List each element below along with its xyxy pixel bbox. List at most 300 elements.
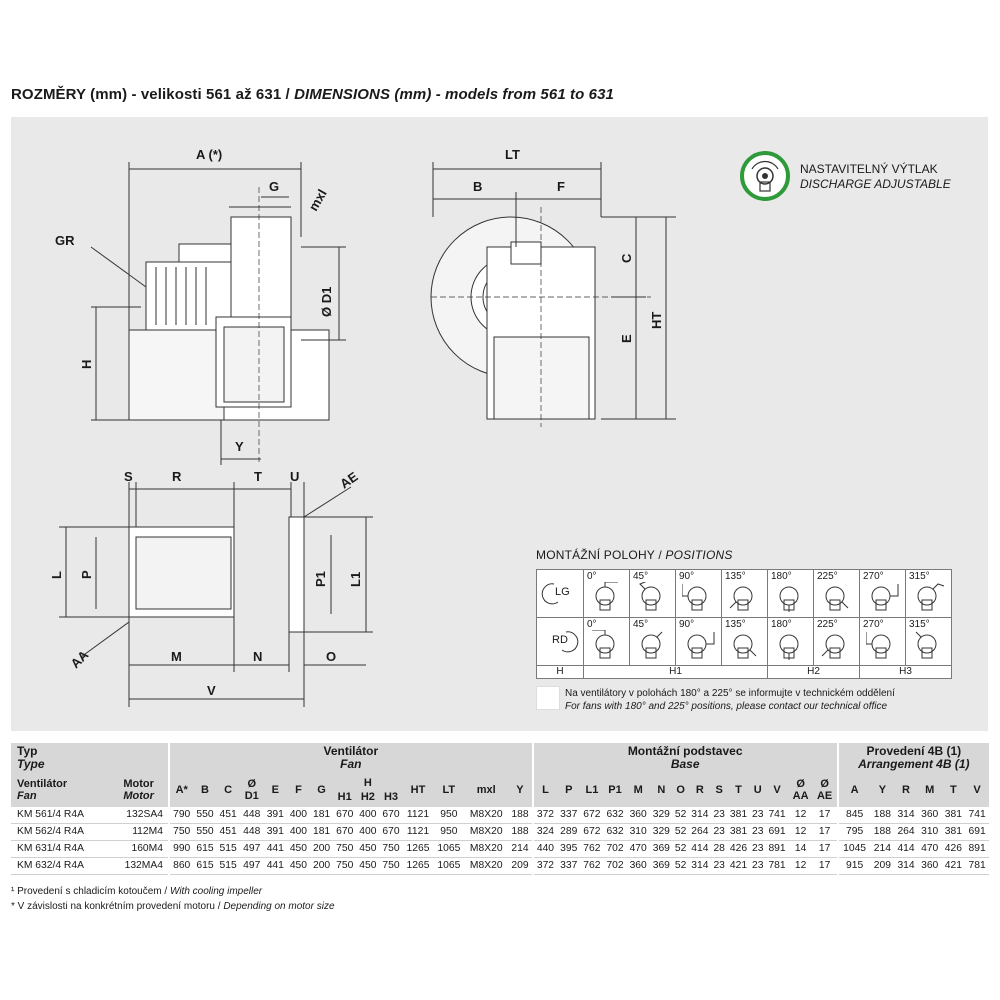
- cell-value: 181: [310, 824, 333, 841]
- cell-value: 314: [688, 858, 711, 875]
- cell-value: 448: [240, 824, 264, 841]
- group-fan-en: Fan: [340, 757, 362, 771]
- cell-value: 337: [557, 807, 580, 824]
- cell-value: 200: [310, 858, 333, 875]
- cell-value: 702: [603, 858, 626, 875]
- col-header: A*: [169, 773, 193, 807]
- angle-label: 90°: [679, 619, 695, 630]
- cell-motor: 132SA4: [109, 807, 169, 824]
- cell-value: 310: [627, 824, 650, 841]
- cell-value: 762: [580, 858, 603, 875]
- cell-value: 790: [169, 807, 193, 824]
- col-header: T: [942, 773, 966, 807]
- positions-note-en: For fans with 180° and 225° positions, please contact our technical office: [565, 701, 888, 712]
- cell-value: 915: [838, 858, 871, 875]
- cell-value: 450: [356, 858, 379, 875]
- label-S: S: [124, 469, 133, 484]
- cell-value: 451: [217, 807, 240, 824]
- cell-value: 360: [918, 807, 942, 824]
- cell-value: 400: [356, 824, 379, 841]
- cell-value: 550: [193, 824, 216, 841]
- cell-value: 470: [918, 841, 942, 858]
- pos-lg-0: [584, 570, 630, 618]
- cell-value: 23: [750, 858, 765, 875]
- cell-motor: 132MA4: [109, 858, 169, 875]
- cell-value: 264: [894, 824, 918, 841]
- cell-value: 672: [580, 824, 603, 841]
- cell-value: 497: [240, 841, 264, 858]
- angle-label: 90°: [679, 571, 695, 582]
- cell-value: 17: [813, 841, 838, 858]
- cell-value: 314: [894, 858, 918, 875]
- table-row: [11, 807, 989, 824]
- cell-value: 990: [169, 841, 193, 858]
- cell-value: 52: [673, 824, 688, 841]
- cell-value: 209: [871, 858, 895, 875]
- cell-value: 264: [688, 824, 711, 841]
- cell-value: 289: [557, 824, 580, 841]
- cell-value: 426: [942, 841, 966, 858]
- label-E: E: [619, 334, 634, 343]
- label-LT: LT: [505, 147, 520, 162]
- cell-value: 750: [333, 841, 356, 858]
- pos-rd-315: [906, 618, 952, 666]
- cell-value: 426: [727, 841, 750, 858]
- label-M: M: [171, 649, 182, 664]
- cell-value: 23: [711, 824, 726, 841]
- page-title: [11, 86, 614, 103]
- cell-value: 750: [379, 858, 402, 875]
- cell-value: 781: [765, 858, 788, 875]
- cell-value: 28: [711, 841, 726, 858]
- angle-label: 45°: [633, 619, 649, 630]
- badge-text-cz: NASTAVITELNÝ VÝTLAK: [800, 162, 938, 176]
- group-base-en: Base: [670, 757, 700, 771]
- fan-position-icon: [912, 582, 946, 614]
- col-h2: H2: [360, 791, 375, 803]
- pos-lg-225: [814, 570, 860, 618]
- cell-value: 400: [356, 807, 379, 824]
- table-row: [11, 824, 989, 841]
- col-header: S: [711, 773, 726, 807]
- cell-value: 1265: [403, 841, 434, 858]
- fan-position-icon: [636, 630, 670, 662]
- cell-value: 12: [789, 824, 813, 841]
- col-header: HT: [403, 773, 434, 807]
- pos-lg-135: [722, 570, 768, 618]
- angle-label: 135°: [725, 571, 746, 582]
- footer-h: H: [537, 666, 584, 679]
- cell-value: 441: [264, 841, 287, 858]
- col-header-h: [333, 773, 402, 807]
- cell-value: 860: [169, 858, 193, 875]
- col-header: F: [287, 773, 310, 807]
- base-side: [289, 517, 304, 632]
- col-header: U: [750, 773, 765, 807]
- cell-value: 369: [650, 858, 673, 875]
- label-A: A (*): [196, 147, 223, 162]
- cell-motor: 160M4: [109, 841, 169, 858]
- footer-h2: H2: [768, 666, 860, 679]
- group-type-en: Type: [17, 757, 45, 771]
- angle-label: 225°: [817, 619, 838, 630]
- cell-value: 670: [333, 807, 356, 824]
- cell-value: 670: [379, 807, 402, 824]
- col-header: M: [627, 773, 650, 807]
- cell-value: 448: [240, 807, 264, 824]
- label-P: P: [79, 570, 94, 579]
- footnote-1: [11, 884, 335, 899]
- col-header: mxl: [464, 773, 508, 807]
- cell-value: 691: [965, 824, 989, 841]
- fan-position-icon: [590, 582, 624, 614]
- footer-h3: H3: [860, 666, 952, 679]
- footnote-2-en: Depending on motor size: [223, 901, 335, 912]
- cell-value: 450: [287, 858, 310, 875]
- cell-value: 395: [557, 841, 580, 858]
- fan-position-icon: [866, 582, 900, 614]
- dimensions-table-body: [11, 807, 989, 875]
- cell-value: 400: [287, 824, 310, 841]
- angle-label: 0°: [587, 571, 597, 582]
- cell-value: 329: [650, 807, 673, 824]
- cell-value: 12: [789, 858, 813, 875]
- label-H: H: [79, 359, 94, 369]
- cell-value: 691: [765, 824, 788, 841]
- cell-value: 372: [533, 807, 557, 824]
- col-header: O: [673, 773, 688, 807]
- label-Y: Y: [235, 439, 244, 454]
- pos-rd-45: [630, 618, 676, 666]
- pos-rd-90: [676, 618, 722, 666]
- col-header: C: [217, 773, 240, 807]
- label-L1: L1: [348, 571, 363, 587]
- fan-position-icon: [636, 582, 670, 614]
- cell-value: 214: [508, 841, 532, 858]
- cell-value: 950: [433, 807, 464, 824]
- group-base: [533, 743, 838, 773]
- pos-lg-90: [676, 570, 722, 618]
- cell-value: 52: [673, 807, 688, 824]
- col-header: Ø AE: [813, 773, 838, 807]
- cell-value: 421: [727, 858, 750, 875]
- label-G: G: [269, 179, 280, 194]
- cell-value: 497: [240, 858, 264, 875]
- cell-value: 188: [508, 824, 532, 841]
- label-GR: GR: [55, 233, 75, 248]
- cell-value: 200: [310, 841, 333, 858]
- col-header: T: [727, 773, 750, 807]
- row-rd-text: RD: [552, 634, 568, 646]
- cell-value: 632: [603, 807, 626, 824]
- cell-value: 891: [765, 841, 788, 858]
- cell-value: 750: [169, 824, 193, 841]
- label-F: F: [557, 179, 565, 194]
- cell-value: 750: [379, 841, 402, 858]
- cell-value: 950: [433, 824, 464, 841]
- fan-position-icon: [728, 582, 762, 614]
- cell-value: 314: [894, 807, 918, 824]
- cell-value: 440: [533, 841, 557, 858]
- col-header: L1: [580, 773, 603, 807]
- badge-text-en: DISCHARGE ADJUSTABLE: [800, 177, 951, 191]
- note-box: [536, 686, 560, 710]
- cell-value: 23: [711, 807, 726, 824]
- col-motor-cz: Motor: [123, 778, 154, 790]
- cell-value: 1045: [838, 841, 871, 858]
- cell-value: 845: [838, 807, 871, 824]
- angle-label: 45°: [633, 571, 649, 582]
- positions-title-cz: MONTÁŽNÍ POLOHY /: [536, 548, 666, 562]
- cell-value: 209: [508, 858, 532, 875]
- group-arrangement-en: Arrangement 4B (1): [858, 757, 970, 771]
- cell-motor: 112M4: [109, 824, 169, 841]
- col-motor-en: Motor: [123, 790, 154, 802]
- label-O: O: [326, 649, 337, 664]
- cell-fan: KM 632/4 R4A: [11, 858, 109, 875]
- label-N: N: [253, 649, 263, 664]
- col-header: Ø AA: [789, 773, 813, 807]
- cell-fan: KM 561/4 R4A: [11, 807, 109, 824]
- table-row: [11, 858, 989, 875]
- cell-value: 1121: [403, 824, 434, 841]
- dimensions-table: [11, 743, 989, 875]
- cell-value: 23: [711, 858, 726, 875]
- cell-value: 14: [789, 841, 813, 858]
- cell-value: 381: [942, 807, 966, 824]
- col-header: V: [765, 773, 788, 807]
- positions-title-en: POSITIONS: [665, 548, 733, 562]
- cell-value: 360: [627, 807, 650, 824]
- cell-value: 515: [217, 841, 240, 858]
- label-L: L: [49, 571, 64, 579]
- pos-lg-315: [906, 570, 952, 618]
- pos-rd-180: [768, 618, 814, 666]
- title-cz: ROZMĚRY (mm) - velikosti 561 až 631 /: [11, 86, 295, 103]
- col-header: B: [193, 773, 216, 807]
- col-header: R: [894, 773, 918, 807]
- fan-position-icon: [866, 630, 900, 662]
- cell-value: 400: [287, 807, 310, 824]
- fan-position-icon: [774, 582, 808, 614]
- positions-title: [536, 548, 733, 562]
- label-C: C: [619, 253, 634, 263]
- pos-rd-0: [584, 618, 630, 666]
- cell-value: M8X20: [464, 858, 508, 875]
- fan-position-icon: [590, 630, 624, 662]
- cell-value: 470: [627, 841, 650, 858]
- cell-value: 188: [871, 824, 895, 841]
- col-fan-en: Fan: [17, 790, 37, 802]
- col-header: Y: [508, 773, 532, 807]
- table-row: [11, 841, 989, 858]
- fan-position-icon: [682, 630, 716, 662]
- cell-value: 1265: [403, 858, 434, 875]
- cell-value: 17: [813, 807, 838, 824]
- cell-value: 360: [918, 858, 942, 875]
- footnotes: [11, 884, 335, 914]
- cell-value: 23: [750, 824, 765, 841]
- fan-position-icon: [682, 582, 716, 614]
- fan-position-icon: [820, 582, 854, 614]
- label-D1: Ø D1: [319, 286, 334, 317]
- cell-value: 1065: [433, 841, 464, 858]
- cell-value: 17: [813, 824, 838, 841]
- cell-value: 450: [287, 841, 310, 858]
- cell-value: 391: [264, 824, 287, 841]
- angle-label: 135°: [725, 619, 746, 630]
- col-header: E: [264, 773, 287, 807]
- col-motor: [109, 773, 169, 807]
- positions-note: [565, 687, 895, 713]
- group-type-cz: Typ: [17, 744, 38, 758]
- label-R: R: [172, 469, 182, 484]
- fan-position-icon: [820, 630, 854, 662]
- positions-note-cz: Na ventilátory v polohách 180° a 225° se informujte v technickém oddělení: [565, 688, 895, 699]
- label-T: T: [254, 469, 262, 484]
- group-base-cz: Montážní podstavec: [627, 744, 743, 758]
- cell-value: 450: [356, 841, 379, 858]
- cell-value: 414: [894, 841, 918, 858]
- cell-value: 188: [871, 807, 895, 824]
- cell-value: 672: [580, 807, 603, 824]
- cell-value: 750: [333, 858, 356, 875]
- cell-value: 762: [580, 841, 603, 858]
- col-header: G: [310, 773, 333, 807]
- cell-value: 23: [750, 807, 765, 824]
- cell-value: 670: [333, 824, 356, 841]
- col-header: P1: [603, 773, 626, 807]
- label-B: B: [473, 179, 483, 194]
- cell-value: 12: [789, 807, 813, 824]
- cell-fan: KM 631/4 R4A: [11, 841, 109, 858]
- angle-label: 180°: [771, 571, 792, 582]
- footnote-2-cz: * V závislosti na konkrétním provedení motoru /: [11, 901, 224, 912]
- col-header: Ø D1: [240, 773, 264, 807]
- group-arrangement: [838, 743, 989, 773]
- col-header: A: [838, 773, 871, 807]
- footnote-1-cz: ¹ Provedení s chladicím kotoučem /: [11, 886, 170, 897]
- angle-label: 225°: [817, 571, 838, 582]
- col-header: Y: [871, 773, 895, 807]
- cell-value: 181: [310, 807, 333, 824]
- footnote-1-en: With cooling impeller: [169, 886, 263, 897]
- col-h1: H1: [337, 791, 352, 803]
- cell-value: 324: [533, 824, 557, 841]
- cell-value: M8X20: [464, 841, 508, 858]
- cell-value: 891: [965, 841, 989, 858]
- col-header: V: [965, 773, 989, 807]
- cell-value: 329: [650, 824, 673, 841]
- fan-position-icon: [728, 630, 762, 662]
- cell-value: 615: [193, 858, 216, 875]
- row-lg-label: [537, 570, 584, 618]
- angle-label: 270°: [863, 571, 884, 582]
- cell-value: 310: [918, 824, 942, 841]
- cell-value: 615: [193, 841, 216, 858]
- cell-value: 1121: [403, 807, 434, 824]
- pos-rd-225: [814, 618, 860, 666]
- pos-lg-270: [860, 570, 906, 618]
- group-type: [11, 743, 169, 773]
- cell-value: 188: [508, 807, 532, 824]
- positions-table: [536, 569, 952, 679]
- label-mxl: mxl: [305, 186, 330, 214]
- col-header: P: [557, 773, 580, 807]
- col-header: N: [650, 773, 673, 807]
- col-header: M: [918, 773, 942, 807]
- col-fan: [11, 773, 109, 807]
- title-en: DIMENSIONS (mm) - models from 561 to 631: [294, 86, 614, 103]
- fan-position-icon: [774, 630, 808, 662]
- cell-value: 441: [264, 858, 287, 875]
- rotate-fan-icon: [740, 151, 790, 201]
- cell-value: 550: [193, 807, 216, 824]
- cell-value: 52: [673, 841, 688, 858]
- cell-value: 314: [688, 807, 711, 824]
- cell-value: 421: [942, 858, 966, 875]
- footer-h1: H1: [584, 666, 768, 679]
- cell-value: 702: [603, 841, 626, 858]
- cell-value: 781: [965, 858, 989, 875]
- cell-value: 214: [871, 841, 895, 858]
- col-header: LT: [433, 773, 464, 807]
- cell-value: 741: [765, 807, 788, 824]
- cell-value: 451: [217, 824, 240, 841]
- angle-label: 270°: [863, 619, 884, 630]
- cell-value: 381: [727, 824, 750, 841]
- pos-rd-135: [722, 618, 768, 666]
- label-HT: HT: [649, 311, 664, 329]
- label-P1: P1: [313, 571, 328, 587]
- cell-value: M8X20: [464, 824, 508, 841]
- label-AA: AA: [67, 647, 92, 672]
- cell-value: 381: [727, 807, 750, 824]
- fan-position-icon: [912, 630, 946, 662]
- label-U: U: [290, 469, 300, 484]
- label-V: V: [207, 683, 216, 698]
- cell-value: 360: [627, 858, 650, 875]
- cell-value: 1065: [433, 858, 464, 875]
- cell-value: M8X20: [464, 807, 508, 824]
- cell-value: 17: [813, 858, 838, 875]
- cell-value: 741: [965, 807, 989, 824]
- cell-value: 414: [688, 841, 711, 858]
- discharge-adjustable-badge: [730, 148, 980, 208]
- cell-value: 372: [533, 858, 557, 875]
- row-lg-text: LG: [555, 586, 570, 598]
- cell-value: 670: [379, 824, 402, 841]
- angle-label: 315°: [909, 571, 930, 582]
- cell-value: 515: [217, 858, 240, 875]
- label-AE: AE: [337, 468, 361, 492]
- cell-value: 632: [603, 824, 626, 841]
- group-fan-cz: Ventilátor: [323, 744, 379, 758]
- angle-label: 0°: [587, 619, 597, 630]
- pos-lg-45: [630, 570, 676, 618]
- col-header: R: [688, 773, 711, 807]
- cell-value: 337: [557, 858, 580, 875]
- cell-value: 23: [750, 841, 765, 858]
- col-h-label: H: [363, 777, 372, 789]
- cell-value: 795: [838, 824, 871, 841]
- cell-fan: KM 562/4 R4A: [11, 824, 109, 841]
- cell-value: 391: [264, 807, 287, 824]
- col-header: L: [533, 773, 557, 807]
- cell-value: 52: [673, 858, 688, 875]
- group-fan: [169, 743, 533, 773]
- row-rd-label: [537, 618, 584, 666]
